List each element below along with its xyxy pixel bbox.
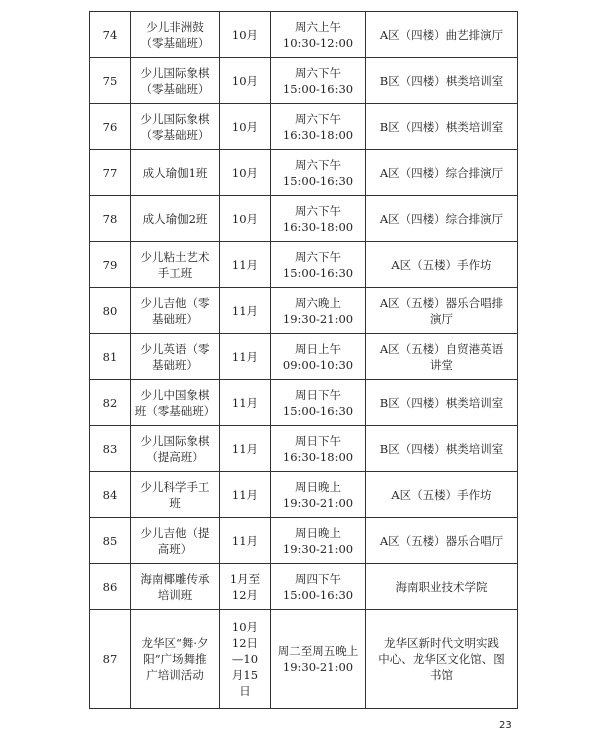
- table-row: [90, 472, 518, 518]
- course-place: A区（五楼）手作坊: [366, 242, 518, 288]
- course-place: B区（四楼）棋类培训室: [366, 426, 518, 472]
- course-month: 10月: [220, 104, 271, 150]
- row-number: 80: [90, 288, 131, 334]
- course-name: 少儿吉他（提 高班）: [131, 518, 220, 564]
- course-time: 周日晚上 19:30-21:00: [271, 518, 366, 564]
- course-month: 11月: [220, 472, 271, 518]
- course-month: 11月: [220, 426, 271, 472]
- table-row: [90, 104, 518, 150]
- row-number: 85: [90, 518, 131, 564]
- row-number: 76: [90, 104, 131, 150]
- course-time: 周六上午 10:30-12:00: [271, 12, 366, 58]
- course-place: B区（四楼）棋类培训室: [366, 58, 518, 104]
- course-place: A区（五楼）自贸港英语 讲堂: [366, 334, 518, 380]
- course-month: 1月至 12月: [220, 564, 271, 610]
- course-time: 周六下午 16:30-18:00: [271, 104, 366, 150]
- course-name: 成人瑜伽2班: [131, 196, 220, 242]
- course-time: 周六下午 15:00-16:30: [271, 242, 366, 288]
- course-name: 龙华区“舞·夕 阳”广场舞推 广培训活动: [131, 610, 220, 709]
- course-place: A区（四楼）综合排演厅: [366, 196, 518, 242]
- course-place: 海南职业技术学院: [366, 564, 518, 610]
- table-row: [90, 380, 518, 426]
- course-place: 龙华区新时代文明实践 中心、龙华区文化馆、图 书馆: [366, 610, 518, 709]
- table-row: [90, 518, 518, 564]
- course-name: 少儿非洲鼓 （零基础班）: [131, 12, 220, 58]
- course-time: 周二至周五晚上 19:30-21:00: [271, 610, 366, 709]
- course-name: 少儿国际象棋 （零基础班）: [131, 58, 220, 104]
- course-name: 少儿吉他（零 基础班）: [131, 288, 220, 334]
- row-number: 86: [90, 564, 131, 610]
- row-number: 77: [90, 150, 131, 196]
- course-time: 周六下午 15:00-16:30: [271, 58, 366, 104]
- course-time: 周六晚上 19:30-21:00: [271, 288, 366, 334]
- course-time: 周日晚上 19:30-21:00: [271, 472, 366, 518]
- page-number: 23: [499, 720, 512, 731]
- course-name: 少儿英语（零 基础班）: [131, 334, 220, 380]
- course-place: A区（五楼）器乐合唱厅: [366, 518, 518, 564]
- course-place: A区（四楼）综合排演厅: [366, 150, 518, 196]
- course-name: 成人瑜伽1班: [131, 150, 220, 196]
- table-row: [90, 150, 518, 196]
- course-name: 少儿国际象棋 （零基础班）: [131, 104, 220, 150]
- table-row: [90, 288, 518, 334]
- course-name: 少儿粘土艺术 手工班: [131, 242, 220, 288]
- table-row: [90, 58, 518, 104]
- course-time: 周六下午 16:30-18:00: [271, 196, 366, 242]
- table-row: [90, 564, 518, 610]
- course-month: 11月: [220, 242, 271, 288]
- table-row: [90, 610, 518, 709]
- course-place: A区（四楼）曲艺排演厅: [366, 12, 518, 58]
- course-time: 周六下午 15:00-16:30: [271, 150, 366, 196]
- table-row: [90, 334, 518, 380]
- course-time: 周日下午 15:00-16:30: [271, 380, 366, 426]
- row-number: 79: [90, 242, 131, 288]
- course-time: 周日上午 09:00-10:30: [271, 334, 366, 380]
- table-row: [90, 12, 518, 58]
- course-time: 周四下午 15:00-16:30: [271, 564, 366, 610]
- row-number: 75: [90, 58, 131, 104]
- course-month: 10月: [220, 196, 271, 242]
- course-name: 少儿中国象棋 班（零基础班）: [131, 380, 220, 426]
- table-row: [90, 242, 518, 288]
- course-name: 少儿国际象棋 （提高班）: [131, 426, 220, 472]
- course-time: 周日下午 16:30-18:00: [271, 426, 366, 472]
- course-month: 11月: [220, 518, 271, 564]
- row-number: 83: [90, 426, 131, 472]
- course-name: 少儿科学手工 班: [131, 472, 220, 518]
- course-place: A区（五楼）手作坊: [366, 472, 518, 518]
- table-row: [90, 426, 518, 472]
- row-number: 84: [90, 472, 131, 518]
- row-number: 82: [90, 380, 131, 426]
- course-name: 海南椰雕传承 培训班: [131, 564, 220, 610]
- row-number: 78: [90, 196, 131, 242]
- course-place: B区（四楼）棋类培训室: [366, 104, 518, 150]
- schedule-rows: [90, 12, 518, 709]
- course-month: 11月: [220, 380, 271, 426]
- course-month: 10月 12日 —10 月15 日: [220, 610, 271, 709]
- course-month: 10月: [220, 58, 271, 104]
- course-month: 10月: [220, 12, 271, 58]
- course-month: 10月: [220, 150, 271, 196]
- course-place: A区（五楼）器乐合唱排 演厅: [366, 288, 518, 334]
- row-number: 74: [90, 12, 131, 58]
- row-number: 87: [90, 610, 131, 709]
- table-row: [90, 196, 518, 242]
- course-place: B区（四楼）棋类培训室: [366, 380, 518, 426]
- schedule-table: [89, 11, 518, 709]
- row-number: 81: [90, 334, 131, 380]
- course-month: 11月: [220, 334, 271, 380]
- course-month: 11月: [220, 288, 271, 334]
